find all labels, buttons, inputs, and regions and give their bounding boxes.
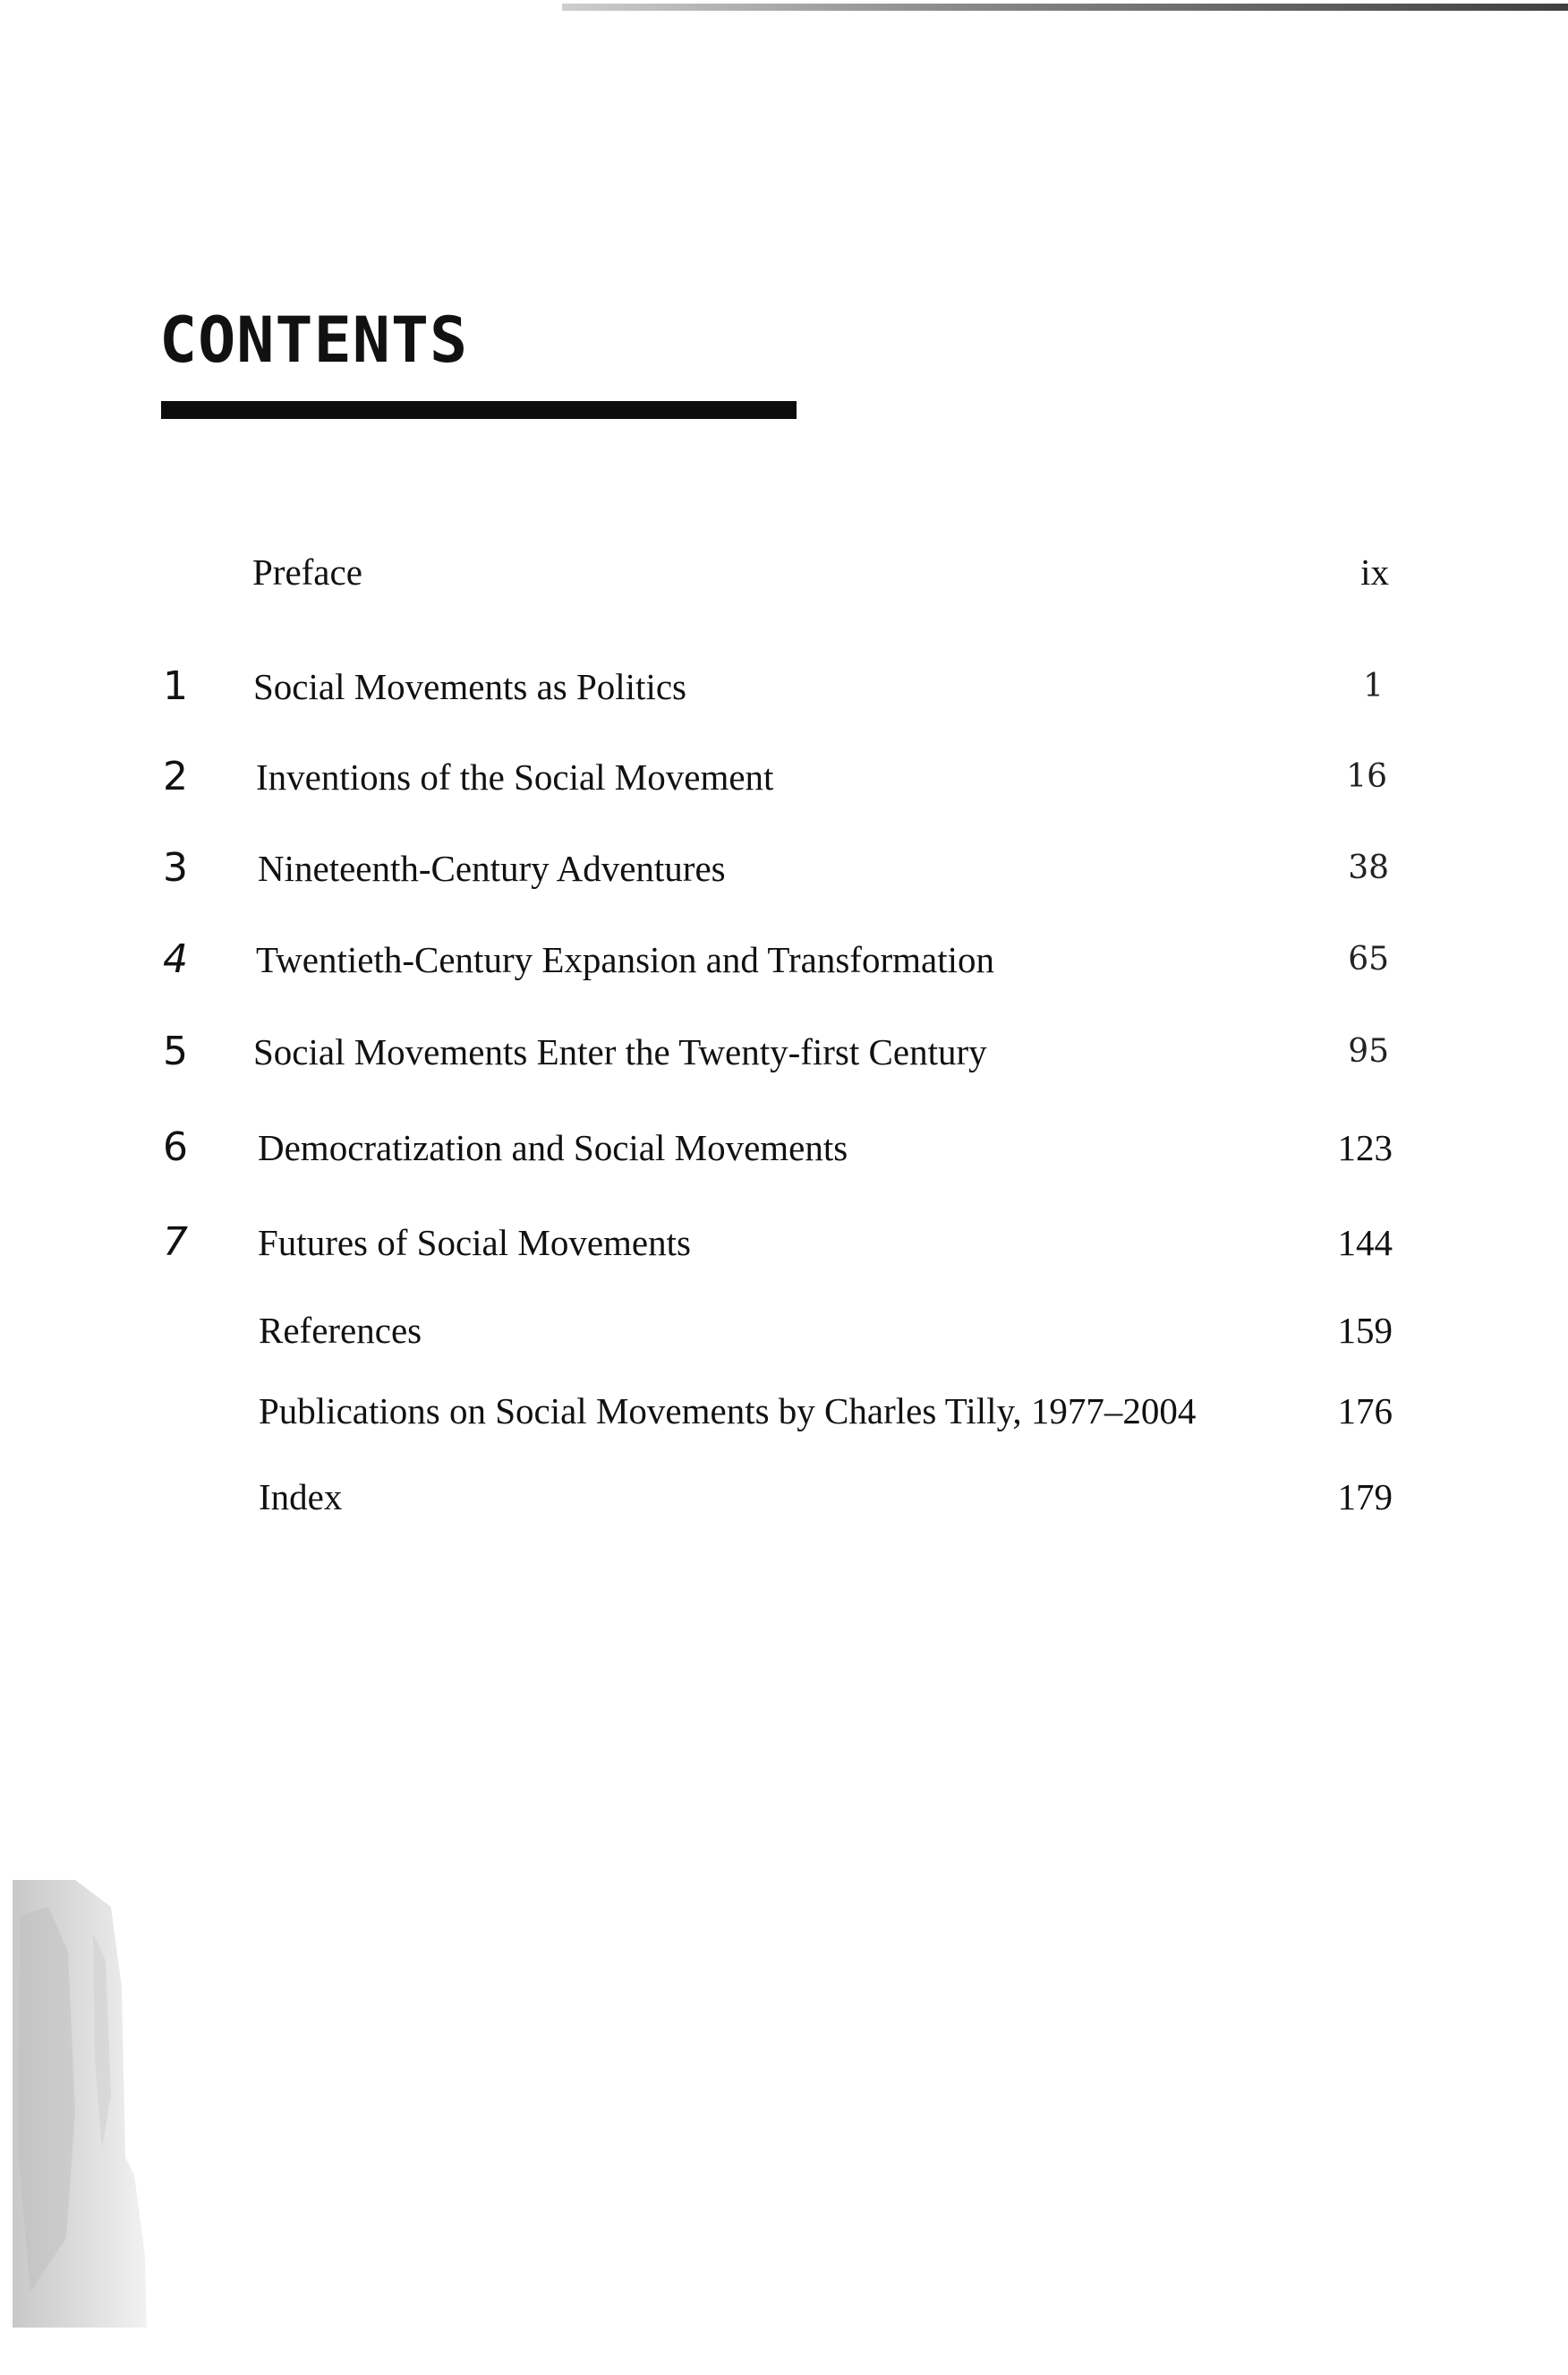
toc-entry-page: 95 (1348, 1033, 1389, 1070)
toc-entry-title: Preface (252, 551, 362, 593)
page-title: CONTENTS (159, 303, 469, 377)
toc-entry-page: 38 (1348, 850, 1389, 886)
toc-entry-page: ix (1360, 551, 1389, 593)
toc-entry-preface (0, 541, 1568, 603)
toc-entry-title: Publications on Social Movements by Charles Tilly, 1977–2004 (259, 1390, 1197, 1431)
toc-entry-title: Social Movements Enter the Twenty-first Century (253, 1031, 987, 1072)
toc-entry-number: 2 (163, 754, 188, 799)
toc-entry-references (0, 1299, 1568, 1362)
toc-entry-chapter-5 (0, 1021, 1568, 1083)
toc-entry-title: Social Movements as Politics (253, 666, 686, 707)
toc-entry-number: 3 (163, 845, 188, 891)
scan-top-rule (562, 4, 1568, 11)
toc-entry-page: 179 (1337, 1476, 1393, 1517)
toc-entry-page: 65 (1348, 941, 1389, 978)
toc-entry-title: Futures of Social Movements (258, 1222, 691, 1263)
toc-entry-chapter-7 (0, 1211, 1568, 1274)
toc-entry-chapter-6 (0, 1116, 1568, 1179)
toc-entry-title: Democratization and Social Movements (258, 1127, 848, 1168)
toc-entry-chapter-4 (0, 928, 1568, 991)
toc-entry-number: 4 (163, 936, 188, 982)
toc-entry-title: References (259, 1310, 422, 1351)
toc-entry-page: 144 (1337, 1222, 1393, 1263)
toc-entry-page: 1 (1363, 668, 1384, 705)
toc-entry-chapter-1 (0, 655, 1568, 718)
toc-entry-chapter-2 (0, 746, 1568, 808)
scan-edge-shadow (13, 1880, 147, 2328)
toc-entry-number: 1 (163, 663, 188, 709)
toc-entry-chapter-3 (0, 837, 1568, 900)
toc-entry-title: Nineteenth-Century Adventures (258, 848, 726, 889)
toc-entry-index (0, 1465, 1568, 1528)
toc-entry-page: 176 (1337, 1390, 1393, 1431)
toc-entry-number: 6 (163, 1124, 188, 1170)
toc-entry-publications (0, 1380, 1568, 1442)
toc-entry-title: Index (259, 1476, 343, 1517)
toc-entry-number: 7 (163, 1219, 188, 1265)
toc-entry-page: 159 (1337, 1310, 1393, 1351)
toc-entry-page: 16 (1346, 758, 1387, 795)
toc-entry-number: 5 (163, 1029, 188, 1074)
toc-entry-title: Twentieth-Century Expansion and Transformation (256, 939, 994, 980)
toc-entry-page: 123 (1337, 1127, 1393, 1168)
title-underline-bar (161, 401, 797, 419)
toc-entry-title: Inventions of the Social Movement (256, 756, 774, 798)
